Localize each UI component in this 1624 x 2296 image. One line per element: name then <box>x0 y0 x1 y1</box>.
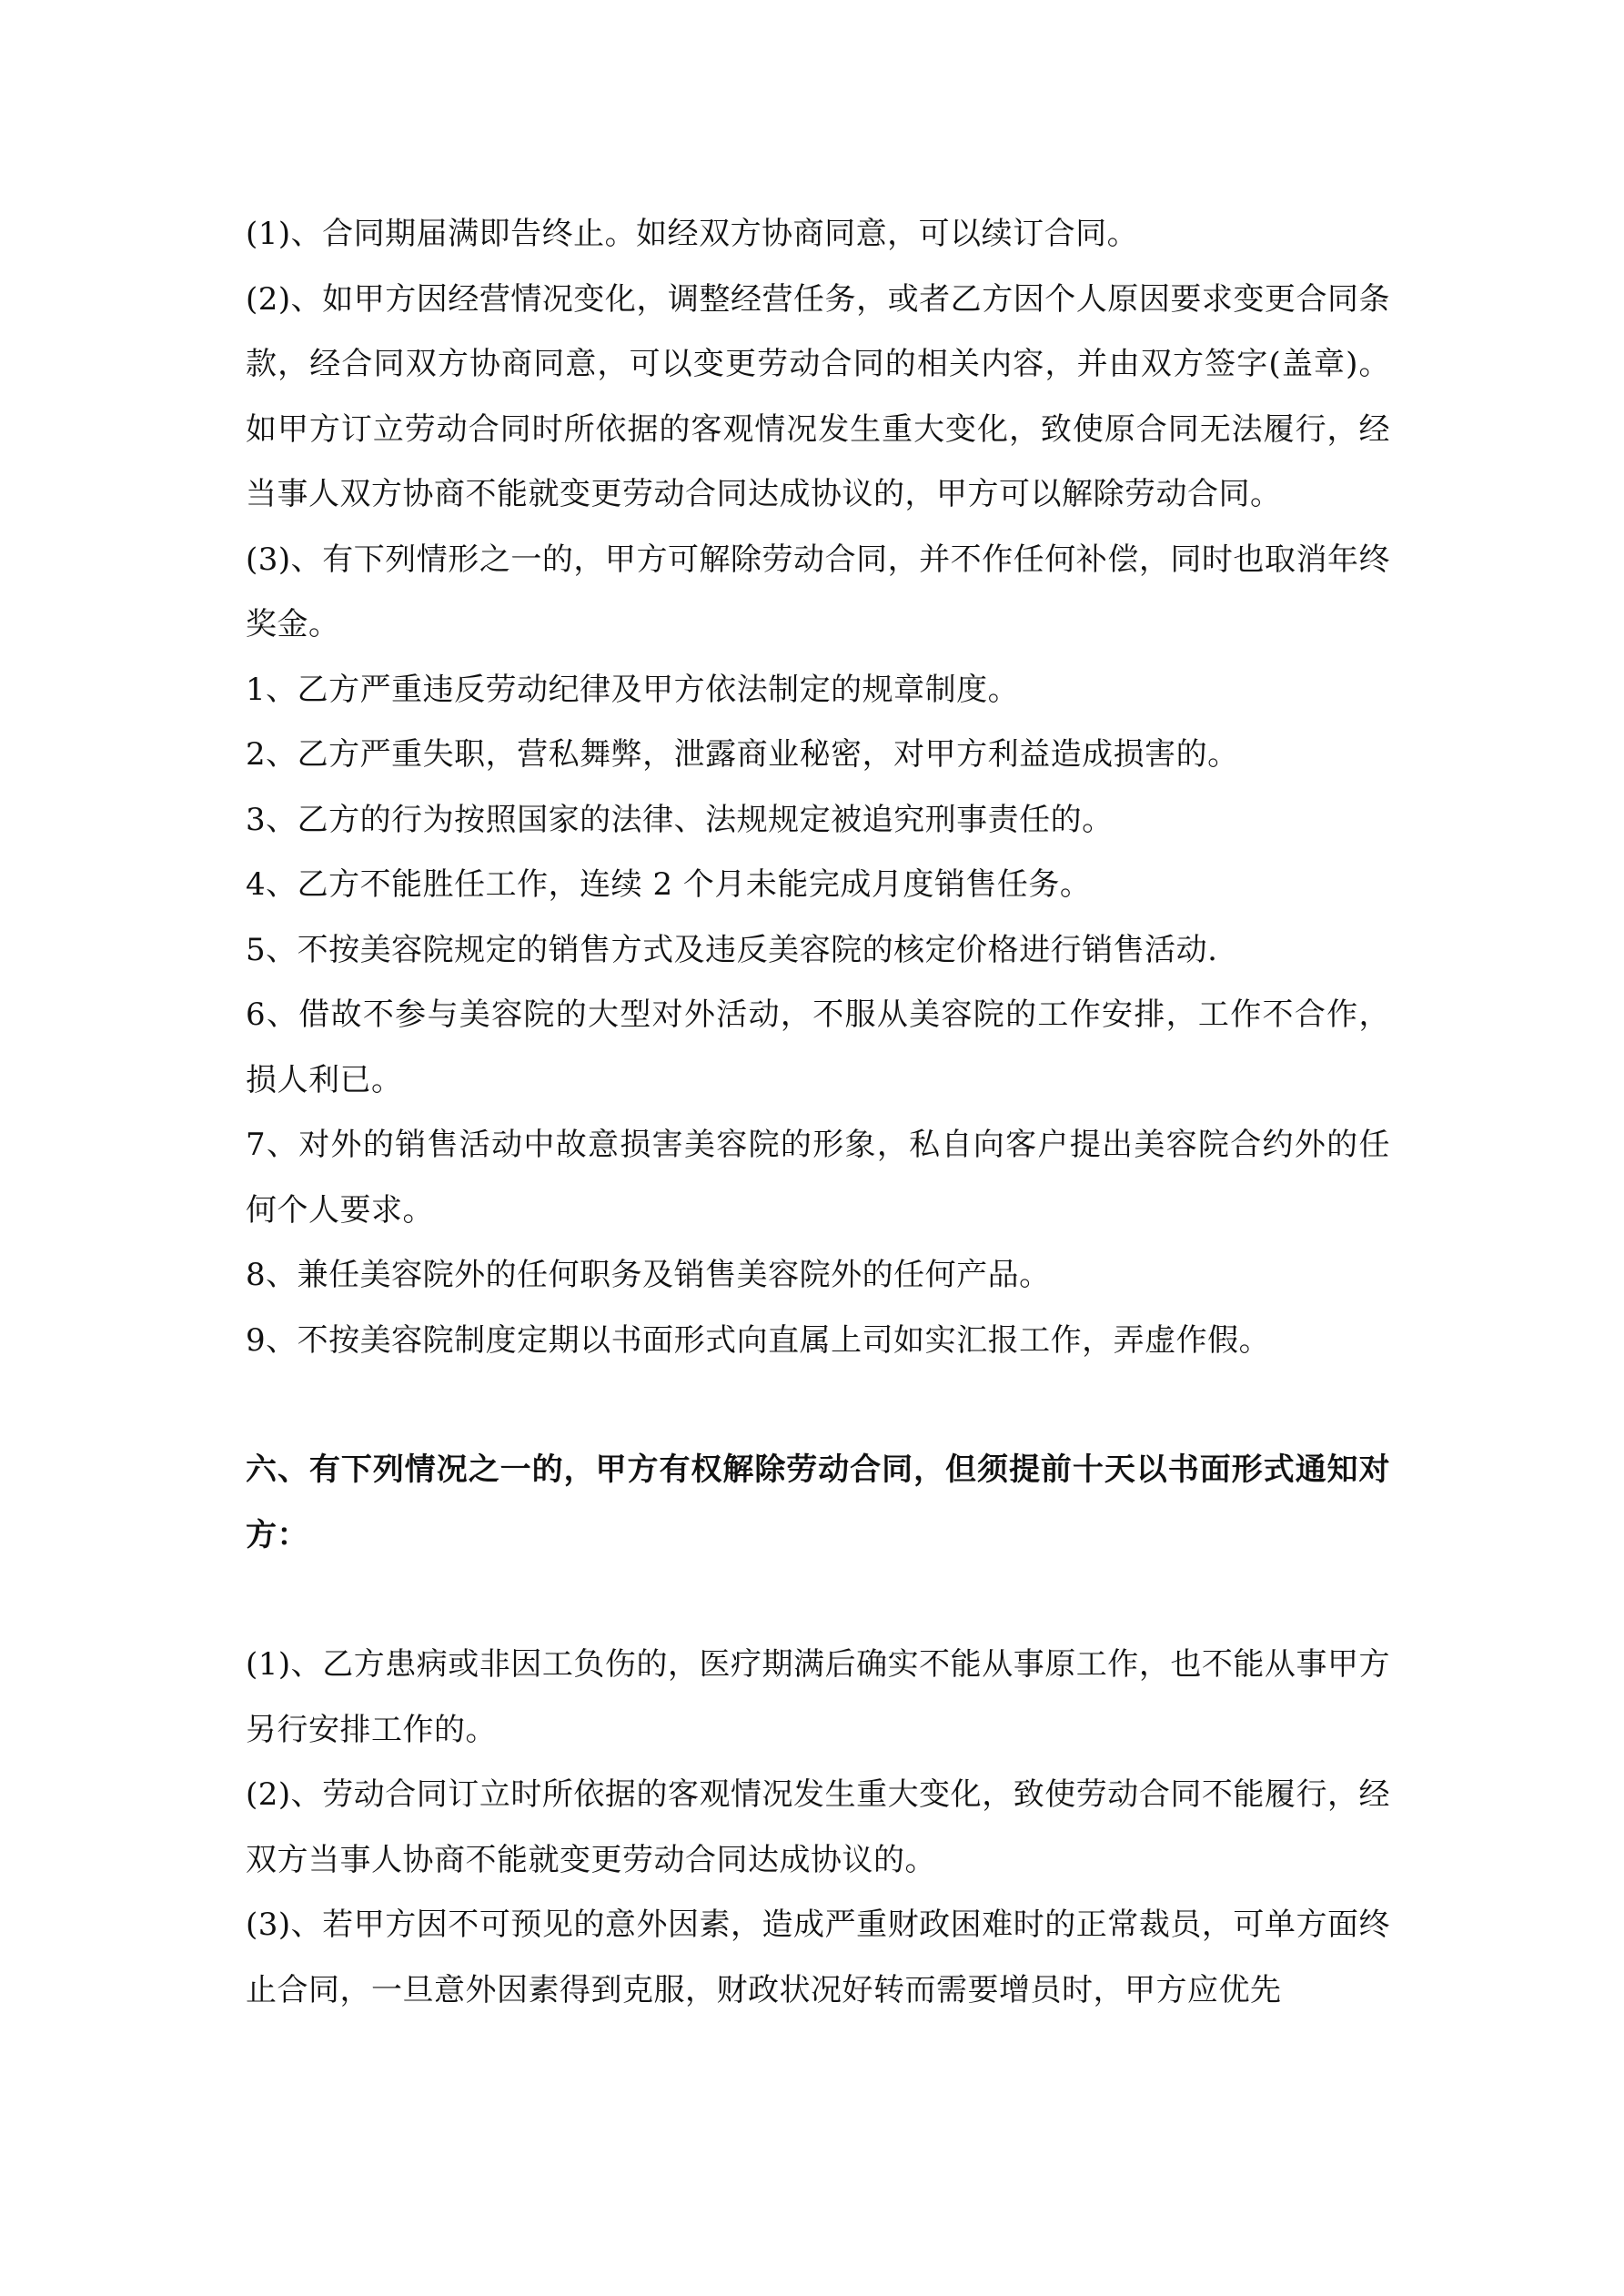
list-item-5: 5、不按美容院规定的销售方式及违反美容院的核定价格进行销售活动. <box>246 931 1218 968</box>
list-item-3: 3、乙方的行为按照国家的法律、法规规定被追究刑事责任的。 <box>246 801 1114 838</box>
clause-3-termination-without-compensation: (3)、有下列情形之一的，甲方可解除劳动合同，并不作任何补偿，同时也取消年终奖金。 <box>246 541 1390 642</box>
list-item-6: 6、借故不参与美容院的大型对外活动，不服从美容院的工作安排，工作不合作，损人利已。 <box>246 996 1390 1098</box>
section-six-clause-1: (1)、乙方患病或非因工负伤的，医疗期满后确实不能从事原工作，也不能从事甲方另行安排工作的。 <box>246 1646 1390 1748</box>
section-six-clause-2: (2)、劳动合同订立时所依据的客观情况发生重大变化，致使劳动合同不能履行，经双方当事人协商不能就变更劳动合同达成协议的。 <box>246 1776 1390 1878</box>
document-body <box>246 202 1390 2023</box>
clause-1-contract-expiry: (1)、合同期届满即告终止。如经双方协商同意，可以续订合同。 <box>246 216 1139 252</box>
list-item-7: 7、对外的销售活动中故意损害美容院的形象，私自向客户提出美容院合约外的任何个人要求。 <box>246 1127 1390 1229</box>
list-item-1: 1、乙方严重违反劳动纪律及甲方依法制定的规章制度。 <box>246 671 1020 708</box>
list-item-9: 9、不按美容院制度定期以书面形式向直属上司如实汇报工作，弄虚作假。 <box>246 1321 1271 1359</box>
section-heading-six: 六、有下列情况之一的，甲方有权解除劳动合同，但须提前十天以书面形式通知对方： <box>246 1451 1390 1553</box>
list-item-8: 8、兼任美容院外的任何职务及销售美容院外的任何产品。 <box>246 1257 1051 1293</box>
section-six-clause-3: (3)、若甲方因不可预见的意外因素，造成严重财政困难时的正常裁员，可单方面终止合同，一旦意外因素得到克服，财政状况好转而需要增员时，甲方应优先 <box>246 1907 1390 2008</box>
list-item-4: 4、乙方不能胜任工作，连续 2 个月未能完成月度销售任务。 <box>246 866 1092 903</box>
list-item-2: 2、乙方严重失职，营私舞弊，泄露商业秘密，对甲方利益造成损害的。 <box>246 736 1239 773</box>
clause-2-contract-change: (2)、如甲方因经营情况变化，调整经营任务，或者乙方因个人原因要求变更合同条款，经合同双方协商同意，可以变更劳动合同的相关内容，并由双方签字(盖章)。如甲方订立劳动合同时所依据的客观情况发生重大变化，致使原合同无法履行，经当事人双方协商不能就变更劳动合同达成协议的，甲方可以解除劳动合同。 <box>246 280 1390 512</box>
